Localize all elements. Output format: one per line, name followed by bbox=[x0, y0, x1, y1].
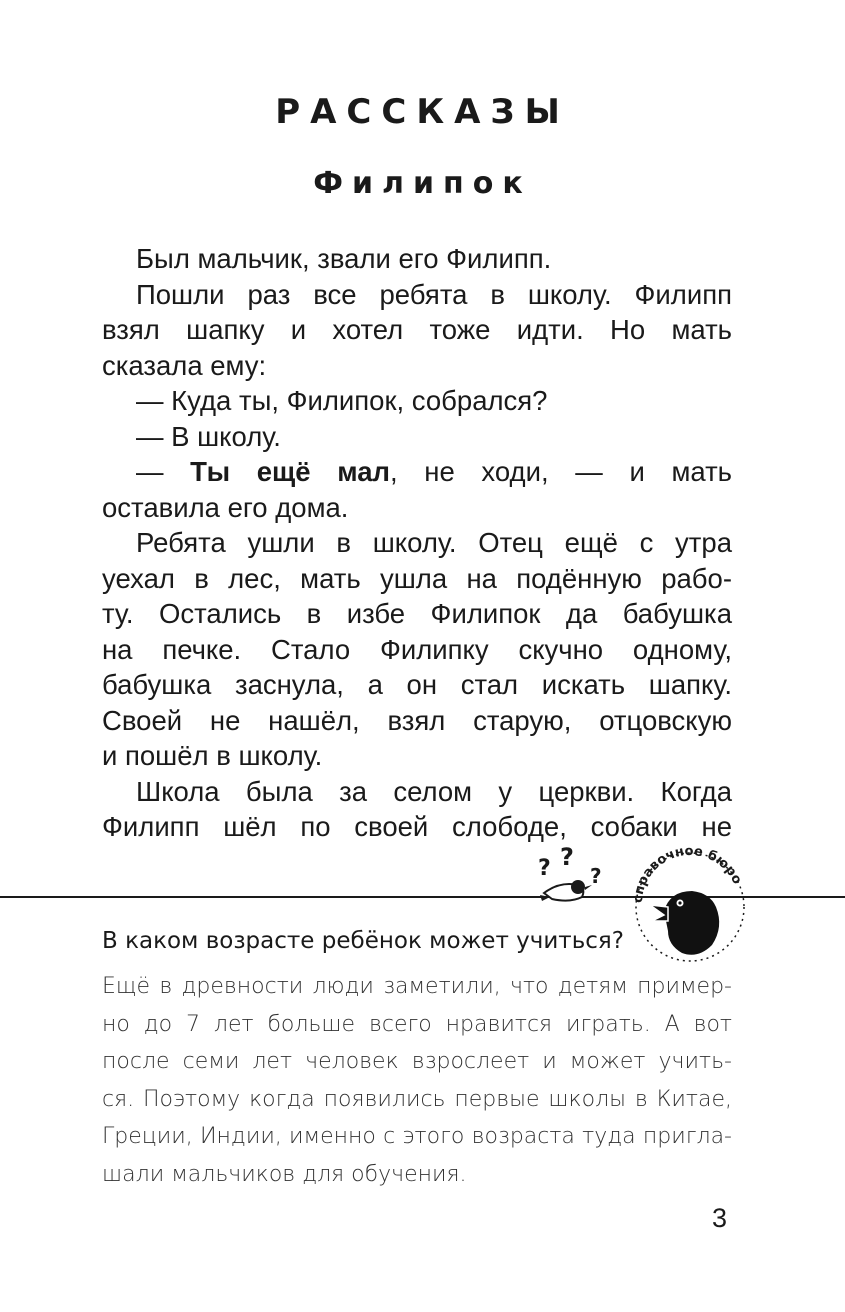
story-line: Филипп шёл по своей слободе, собаки не bbox=[102, 811, 732, 842]
story-line: и пошёл в школу. bbox=[102, 740, 323, 771]
story-line: сказала ему: bbox=[102, 349, 267, 381]
bold-phrase: Ты ещё мал bbox=[190, 456, 390, 487]
answer-line: Ещё в древности люди заметили, что детям пример- bbox=[102, 974, 732, 999]
svg-text:?: ? bbox=[538, 856, 551, 881]
answer-line: Греции, Индии, именно с этого возраста туда пригла- bbox=[102, 1124, 732, 1149]
section-title: РАССКАЗЫ bbox=[275, 92, 570, 132]
answer-line: ся. Поэтому когда появились первые школы в Китае, bbox=[102, 1086, 732, 1112]
story-line: бабушка заснула, а он стал искать шапку. bbox=[102, 669, 732, 700]
badge-label: справочное бюро bbox=[630, 843, 745, 904]
svg-text:?: ? bbox=[590, 864, 602, 888]
answer-line: но до 7 лет больше всего нравится играть. А вот bbox=[102, 1011, 732, 1037]
story-paragraph: — В школу. bbox=[136, 420, 281, 452]
answer-line: шали мальчиков для обучения. bbox=[102, 1161, 467, 1187]
story-title: Филипок bbox=[313, 166, 532, 201]
story-line: на печке. Стало Филипку скучно одному, bbox=[102, 633, 732, 665]
small-bird-icon bbox=[530, 845, 610, 905]
story-text bbox=[102, 241, 732, 845]
story-line: Своей не нашёл, взял старую, отцовскую bbox=[102, 704, 732, 736]
story-line: уехал в лес, мать ушла на подённую рабо- bbox=[102, 562, 732, 594]
crow-icon bbox=[650, 891, 719, 955]
story-line: Ребята ушли в школу. Отец ещё с утра bbox=[136, 527, 732, 558]
sidebar-question: В каком возрасте ребёнок может учиться? bbox=[102, 928, 624, 954]
story-paragraph: — Куда ты, Филипок, собрался? bbox=[136, 385, 548, 416]
reference-bureau-badge bbox=[628, 835, 748, 985]
story-line: Пошли раз все ребята в школу. Филипп bbox=[136, 278, 732, 310]
story-fragment: , не ходи, — и мать bbox=[389, 456, 732, 487]
story-line: Школа была за селом у церкви. Когда bbox=[136, 775, 732, 807]
story-line: ту. Остались в избе Филипок да бабушка bbox=[102, 598, 732, 629]
story-paragraph: Был мальчик, звали его Филипп. bbox=[136, 243, 552, 274]
sidebar-answer bbox=[102, 968, 732, 1193]
story-line: взял шапку и хотел тоже идти. Но мать bbox=[102, 314, 732, 345]
svg-text:?: ? bbox=[560, 845, 574, 871]
story-line: оставила его дома. bbox=[102, 491, 349, 523]
dash: — bbox=[136, 456, 164, 487]
page-number: 3 bbox=[712, 1203, 728, 1233]
story-line bbox=[102, 454, 732, 490]
answer-line: после семи лет человек взрослеет и может учить- bbox=[102, 1049, 732, 1074]
